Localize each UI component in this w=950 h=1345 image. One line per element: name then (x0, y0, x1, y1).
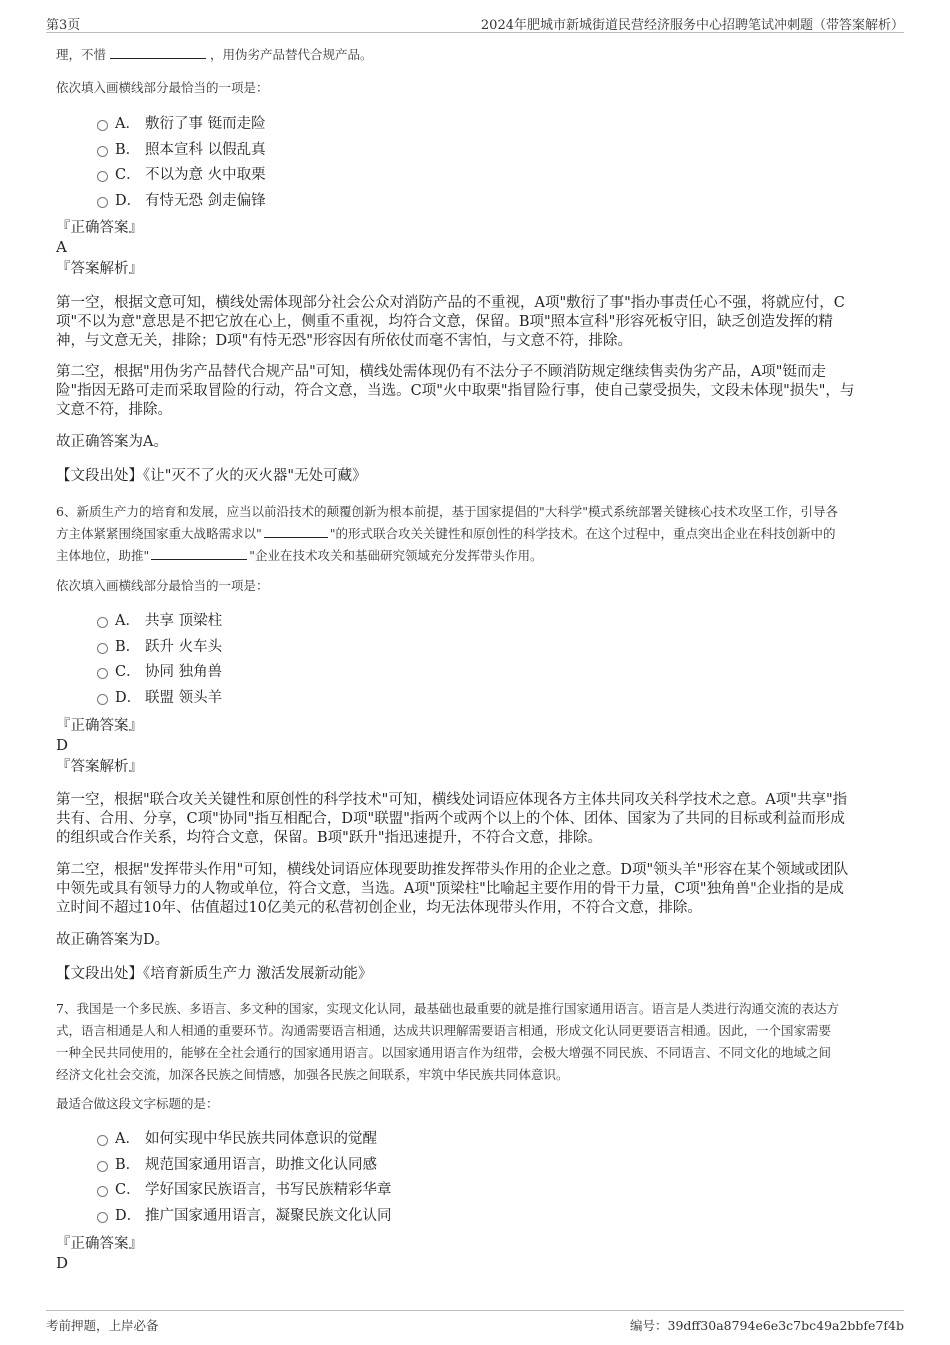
radio-button[interactable] (97, 694, 108, 705)
radio-button[interactable] (97, 1161, 108, 1172)
q5-source: 【文段出处】《让"灭不了火的灭火器"无处可藏》 (56, 468, 367, 484)
q6-source: 【文段出处】《培育新质生产力 激活发展新动能》 (56, 966, 373, 982)
q5-answer: A (56, 238, 67, 256)
q6-analysis-label: 『答案解析』 (56, 759, 143, 775)
q6-answer: D (56, 736, 69, 754)
q7-stem: 7、我国是一个多民族、多语言、多文种的国家，实现文化认同，最基础也最重要的就是推行国家通用语言。语言是人类进行沟通交流的表达方 式，语言相通是人和人相通的重要环节。沟通需要语言相通，达成共识理解需要语言相通，形成文化认同更要语言相通。因此，一个国家需要 一种全民共同使用的，能够在全社会通行的国家通用语言。以国家通用语言作为纽带，会极大增强不同民族、不同语言、不同文化的地域之间 经济文化社会交流，加深各民族之间情感，加强各民族之间联系，牢筑中华民族共同体意识。 (56, 1001, 839, 1082)
radio-button[interactable] (97, 1186, 108, 1197)
radio-button[interactable] (97, 197, 108, 208)
q5-stem-tail: 理，不惜 ，用伪劣产品替代合规产品。 (56, 47, 373, 62)
q7-prompt: 最适合做这段文字标题的是： (56, 1096, 219, 1111)
q6-prompt: 依次填入画横线部分最恰当的一项是： (56, 578, 269, 593)
q5-analysis-label: 『答案解析』 (56, 261, 143, 277)
q6-conclusion: 故正确答案为D。 (56, 932, 170, 948)
q5-analysis-paragraph-2: 第二空，根据"用伪劣产品替代合规产品"可知，横线处需体现仍有不法分子不顾消防规定继续售卖伪劣产品，A项"铤而走 险"指因无路可走而采取冒险的行动，符合文意，当选。C项"火中取栗"指冒险行事，使自己蒙受损失，文段未体现"损失"，与 文意不符，排除。 (56, 364, 855, 418)
radio-button[interactable] (97, 1135, 108, 1146)
radio-button[interactable] (97, 1212, 108, 1223)
q7-answer-label: 『正确答案』 (56, 1236, 143, 1252)
radio-button[interactable] (97, 617, 108, 628)
q6-stem: 6、新质生产力的培育和发展，应当以前沿技术的颠覆创新为根本前提，基于国家提倡的"大科学"模式系统部署关键核心技术攻坚工作，引导各 方主体紧紧围绕国家重大战略需求以" "的形式联合攻关关键性和原创性的科学技术。在这个过程中，重点突出企业在科技创新中的 主体地位，助推" "企业在技术攻关和基础研究领域充分发挥带头作用。 (56, 504, 838, 563)
q5-prompt: 依次填入画横线部分最恰当的一项是： (56, 80, 269, 95)
page-number: 第3页 (46, 18, 81, 33)
blank-line (151, 558, 247, 560)
page-header (46, 12, 904, 33)
radio-button[interactable] (97, 120, 108, 131)
q6-analysis-paragraph-2: 第二空，根据"发挥带头作用"可知，横线处词语应体现要助推发挥带头作用的企业之意。D项"领头羊"形容在某个领域或团队 中领先或具有领导力的人物或单位，符合文意，当选。A项"顶梁柱"比喻起主要作用的骨干力量，C项"独角兽"企业指的是成 立时间不超过10年、估值超过10亿美元的私营初创企业，均无法体现带头作用，不符合文意，排除。 (56, 862, 849, 916)
q5-answer-label: 『正确答案』 (56, 220, 143, 236)
blank-line (110, 57, 206, 59)
radio-button[interactable] (97, 146, 108, 157)
q5-conclusion: 故正确答案为A。 (56, 434, 168, 450)
q5-analysis-paragraph-1: 第一空，根据文意可知，横线处需体现部分社会公众对消防产品的不重视，A项"敷衍了事"指办事责任心不强，将就应付，C 项"不以为意"意思是不把它放在心上，侧重不重视，均符合文意，保留。B项"照本宣科"形容死板守旧，缺乏创造发挥的精 神，与文意无关，排除；D项"有恃无恐"形容因有所依仗而毫不害怕，与文意不符，排除。 (56, 295, 845, 349)
q6-answer-label: 『正确答案』 (56, 718, 143, 734)
document-title: 2024年肥城市新城街道民营经济服务中心招聘笔试冲刺题（带答案解析） (480, 18, 904, 33)
radio-button[interactable] (97, 643, 108, 654)
radio-button[interactable] (97, 668, 108, 679)
page-footer (46, 1310, 904, 1335)
document-id: 编号：39dff30a8794e6e3c7bc49a2bbfe7f4b (630, 1318, 904, 1333)
q6-analysis-paragraph-1: 第一空，根据"联合攻关关键性和原创性的科学技术"可知，横线处词语应体现各方主体共同攻关科学技术之意。A项"共享"指 共有、合用、分享，C项"协同"指互相配合，D项"联盟"指两个或两个以上的个体、团体、国家为了共同的目标或利益而形成 的组织或合作关系，均符合文意，保留。B项"跃升"指迅速提升，不符合文意，排除。 (56, 792, 848, 846)
footer-slogan: 考前押题，上岸必备 (46, 1318, 159, 1333)
radio-button[interactable] (97, 171, 108, 182)
q7-answer: D (56, 1254, 69, 1272)
blank-line (264, 536, 328, 538)
